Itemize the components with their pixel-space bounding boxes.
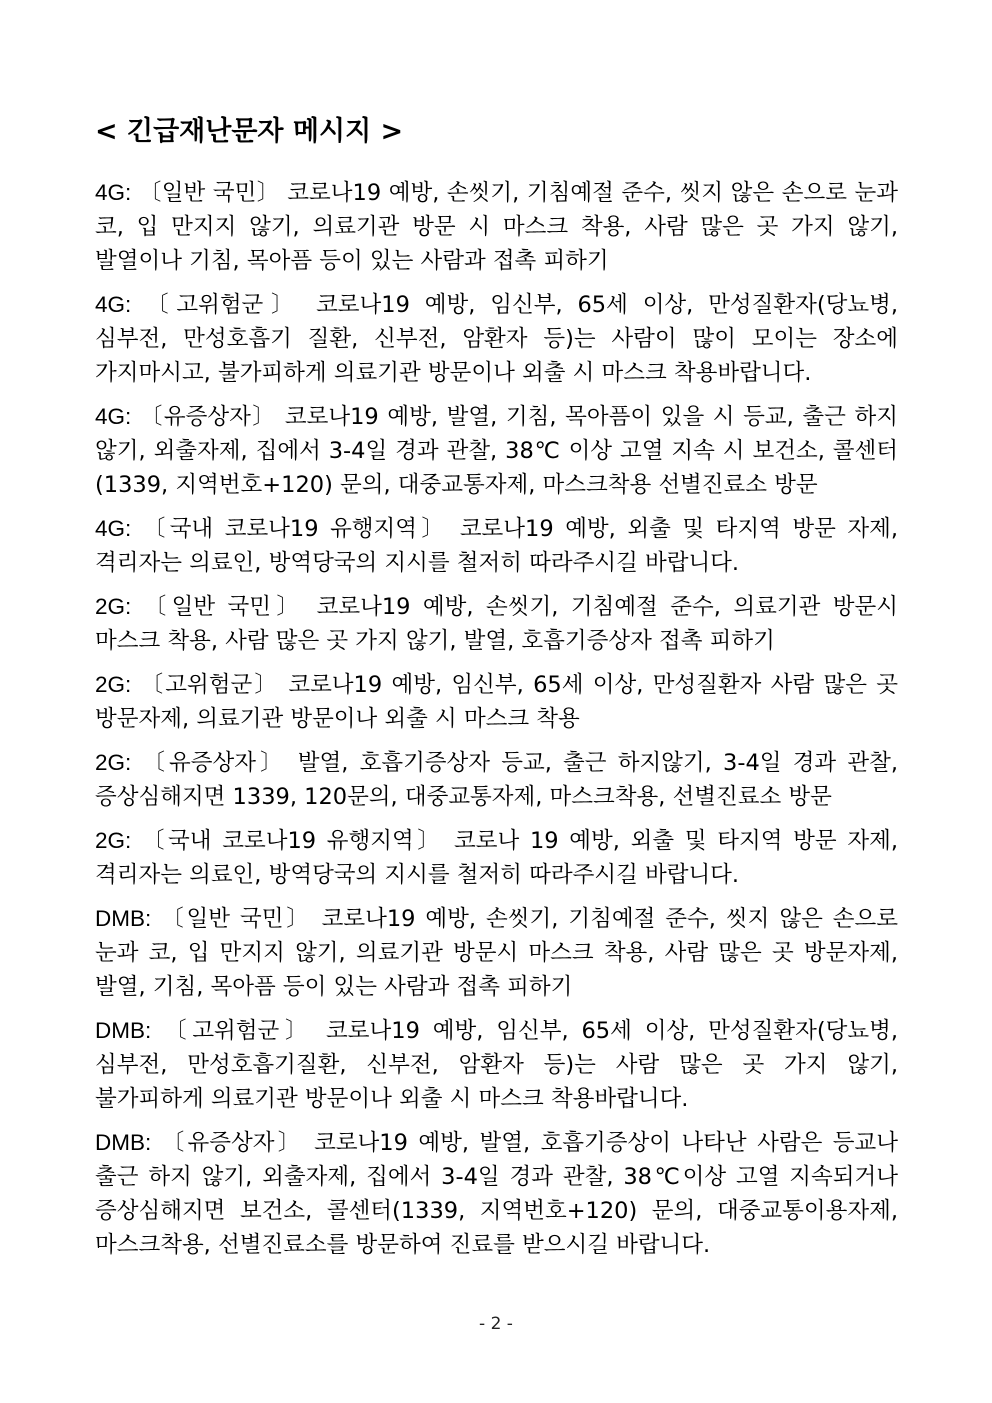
message-prefix: DMB:	[95, 906, 152, 931]
message-prefix: DMB:	[95, 1130, 152, 1155]
message-4g-symptomatic	[95, 400, 898, 502]
message-text: 〔고위험군〕 코로나19 예방, 임신부, 65세 이상, 만성질환자(당뇨병, 심부전, 만성호흡기 질환, 신부전, 암환자 등)는 사람이 많이 모이는 장소에 가지마시고, 불가피하게 의료기관 방문이나 외출 시 마스크 착용바랍니다.	[95, 292, 898, 386]
message-2g-high-risk	[95, 668, 898, 736]
message-text: 〔유증상자〕 코로나19 예방, 발열, 호흡기증상이 나타난 사람은 등교나 출근 하지 않기, 외출자제, 집에서 3-4일 경과 관찰, 38℃이상 고열 지속되거나 증상심해지면 보건소, 콜센터(1339, 지역번호+120) 문의, 대중교통이용자제, 마스크착용, 선별진료소를 방문하여 진료를 받으시길 바랍니다.	[95, 1130, 898, 1258]
message-text: 〔고위험군〕 코로나19 예방, 임신부, 65세 이상, 만성질환자 사람 많은 곳 방문자제, 의료기관 방문이나 외출 시 마스크 착용	[95, 672, 898, 732]
message-text: 〔일반 국민〕 코로나19 예방, 손씻기, 기침예절 준수, 의료기관 방문시 마스크 착용, 사람 많은 곳 가지 않기, 발열, 호흡기증상자 접촉 피하기	[95, 594, 898, 654]
message-prefix: 2G:	[95, 750, 132, 775]
message-2g-symptomatic	[95, 746, 898, 814]
message-text: 〔국내 코로나19 유행지역〕 코로나 19 예방, 외출 및 타지역 방문 자제, 격리자는 의료인, 방역당국의 지시를 철저히 따라주시길 바랍니다.	[95, 828, 898, 888]
message-4g-high-risk	[95, 288, 898, 390]
message-prefix: 2G:	[95, 594, 132, 619]
message-prefix: 2G:	[95, 828, 132, 853]
message-prefix: DMB:	[95, 1018, 152, 1043]
message-text: 〔유증상자〕 코로나19 예방, 발열, 기침, 목아픔이 있을 시 등교, 출근 하지 않기, 외출자제, 집에서 3-4일 경과 관찰, 38℃ 이상 고열 지속 시 보건소, 콜센터(1339, 지역번호+120) 문의, 대중교통자제, 마스크착용 선별진료소 방문	[95, 404, 898, 498]
message-prefix: 4G:	[95, 180, 132, 205]
page-title: < 긴급재난문자 메시지 >	[95, 116, 404, 147]
message-prefix: 4G:	[95, 404, 132, 429]
message-text: 〔유증상자〕 발열, 호흡기증상자 등교, 출근 하지않기, 3-4일 경과 관찰, 증상심해지면 1339, 120문의, 대중교통자제, 마스크착용, 선별진료소 방문	[95, 750, 898, 810]
message-text: 〔일반 국민〕 코로나19 예방, 손씻기, 기침예절 준수, 씻지 않은 손으로 눈과 코, 입 만지지 않기, 의료기관 방문 시 마스크 착용, 사람 많은 곳 가지 않기, 발열이나 기침, 목아픔 등이 있는 사람과 접촉 피하기	[95, 180, 898, 274]
page-number: - 2 -	[479, 1314, 513, 1334]
message-2g-general	[95, 590, 898, 658]
message-4g-general	[95, 176, 898, 278]
message-prefix: 4G:	[95, 292, 132, 317]
message-prefix: 4G:	[95, 516, 132, 541]
message-2g-outbreak-area	[95, 824, 898, 892]
message-dmb-symptomatic	[95, 1126, 898, 1262]
message-list	[95, 176, 898, 1272]
message-dmb-general	[95, 902, 898, 1004]
message-prefix: 2G:	[95, 672, 132, 697]
message-text: 〔고위험군〕 코로나19 예방, 임신부, 65세 이상, 만성질환자(당뇨병, 심부전, 만성호흡기질환, 신부전, 암환자 등)는 사람 많은 곳 가지 않기, 불가피하게 의료기관 방문이나 외출 시 마스크 착용바랍니다.	[95, 1018, 898, 1112]
message-text: 〔국내 코로나19 유행지역〕 코로나19 예방, 외출 및 타지역 방문 자제, 격리자는 의료인, 방역당국의 지시를 철저히 따라주시길 바랍니다.	[95, 516, 898, 576]
message-4g-outbreak-area	[95, 512, 898, 580]
message-dmb-high-risk	[95, 1014, 898, 1116]
message-text: 〔일반 국민〕 코로나19 예방, 손씻기, 기침예절 준수, 씻지 않은 손으로 눈과 코, 입 만지지 않기, 의료기관 방문시 마스크 착용, 사람 많은 곳 방문자제, 발열, 기침, 목아픔 등이 있는 사람과 접촉 피하기	[95, 906, 898, 1000]
